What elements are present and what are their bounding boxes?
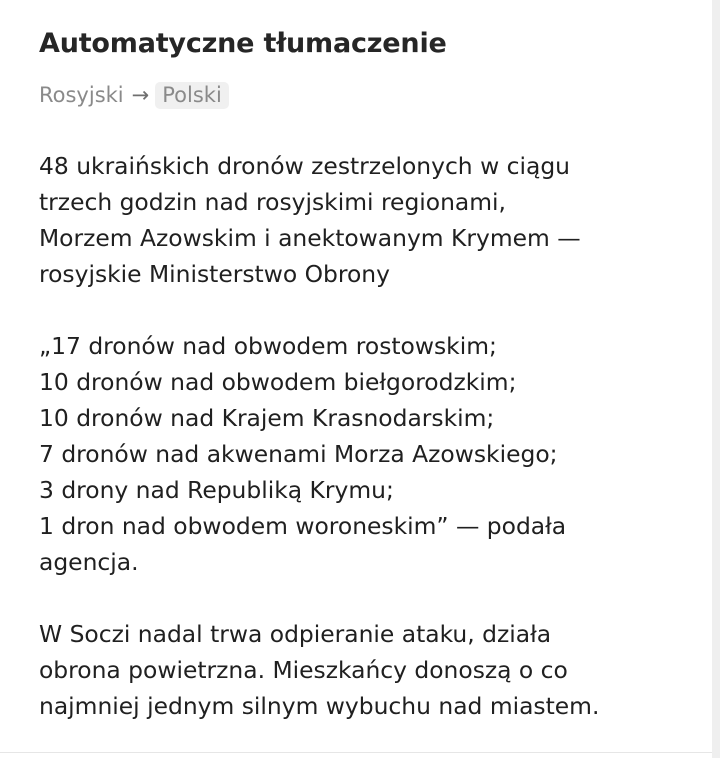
arrow-right-icon: → <box>131 83 150 107</box>
text-line: 10 dronów nad obwodem biełgorodzkim; <box>39 368 517 396</box>
text-line: najmniej jednym silnym wybuchu nad miastem. <box>39 692 600 720</box>
text-line: rosyjskie Ministerstwo Obrony <box>39 260 390 288</box>
target-language-chip[interactable]: Polski <box>155 82 229 109</box>
source-language-label: Rosyjski <box>39 83 124 107</box>
text-line: 3 drony nad Republiką Krymu; <box>39 476 394 504</box>
text-line: 10 dronów nad Krajem Krasnodarskim; <box>39 404 495 432</box>
translated-text <box>39 148 699 724</box>
text-line: trzech godzin nad rosyjskimi regionami, <box>39 188 506 216</box>
text-line: 1 dron nad obwodem woroneskim” — podała <box>39 512 567 540</box>
paragraph <box>39 328 699 580</box>
page-title: Automatyczne tłumaczenie <box>39 28 447 59</box>
text-line: W Soczi nadal trwa odpieranie ataku, działa <box>39 620 552 648</box>
text-line: 7 dronów nad akwenami Morza Azowskiego; <box>39 440 558 468</box>
paragraph <box>39 148 699 292</box>
scrollbar-track[interactable] <box>712 0 720 758</box>
text-line: 48 ukraińskich dronów zestrzelonych w ciągu <box>39 152 570 180</box>
text-line: obrona powietrzna. Mieszkańcy donoszą o co <box>39 656 568 684</box>
language-pair <box>39 80 229 110</box>
paragraph <box>39 616 699 724</box>
text-line: „17 dronów nad obwodem rostowskim; <box>39 332 497 360</box>
text-line: agencja. <box>39 548 139 576</box>
text-line: Morzem Azowskim i anektowanym Krymem — <box>39 224 581 252</box>
